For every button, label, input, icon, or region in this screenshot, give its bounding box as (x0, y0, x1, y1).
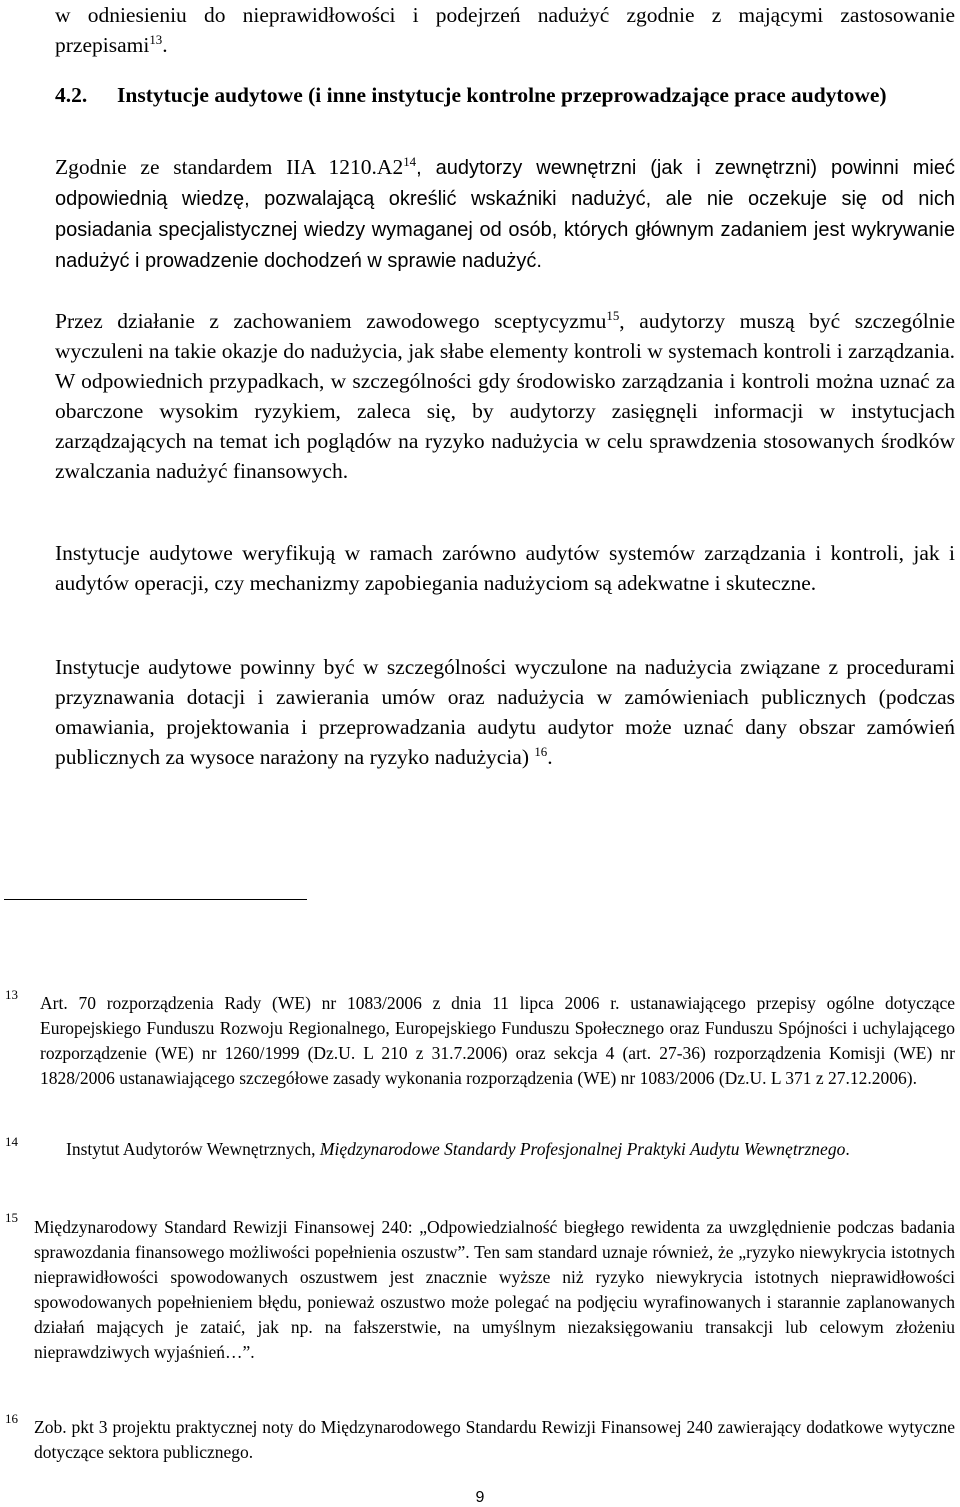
footnote-15 (34, 1215, 955, 1365)
paragraph-standard-rest: , audytorzy wewnętrzni (jak i zewnętrzni) powinni mieć odpowiednią wiedzę, pozwalającą określić wskaźniki nadużyć, ale nie oczekuje się od nich posiadania specjalistycznej wiedzy wymaganej od osób, których głównym zadaniem jest wykrywanie nadużyć i prowadzenie dochodzeń w sprawie nadużyć. (55, 157, 955, 272)
paragraph-skepticism (55, 306, 955, 486)
footnote-14-tail: . (845, 1139, 850, 1159)
footnote-13 (40, 991, 955, 1091)
paragraph-intro-text: w odniesieniu do nieprawidłowości i podejrzeń nadużyć zgodnie z mającymi zastosowanie przepisami (55, 3, 955, 57)
section-title: Instytucje audytowe (i inne instytucje kontrolne przeprowadzające prace audytowe) (117, 83, 887, 107)
footnote-ref-13[interactable]: 13 (149, 32, 163, 47)
paragraph-verify-text: Instytucje audytowe weryfikują w ramach zarówno audytów systemów zarządzania i kontroli, jak i audytów operacji, czy mechanizmy zapobiegania nadużyciom są adekwatne i skuteczne. (55, 541, 955, 595)
footnote-number-13: 13 (5, 987, 18, 1002)
footnote-ref-16[interactable]: 16 (534, 744, 548, 759)
footnote-16-text: Zob. pkt 3 projektu praktycznej noty do Międzynarodowego Standardu Rewizji Finansowej 240 zawierający dodatkowe wytyczne dotyczące sektora publicznego. (34, 1417, 955, 1462)
paragraph-skepticism-lead: Przez działanie z zachowaniem zawodowego sceptycyzmu (55, 309, 607, 333)
section-number: 4.2. (55, 83, 88, 107)
footnote-number-15: 15 (5, 1210, 18, 1225)
paragraph-intro (55, 0, 955, 60)
footnote-ref-15[interactable]: 15 (606, 308, 620, 323)
paragraph-intro-tail: . (162, 33, 168, 57)
footnote-15-text: Międzynarodowy Standard Rewizji Finansowej 240: „Odpowiedzialność biegłego rewidenta za uwzględnienie podczas badania sprawozdania finansowego możliwości popełnienia oszustw”. Ten sam standard uznaje również, że „ryzyko niewykrycia istotnych nieprawidłowości spowodowanych oszustwem jest znacznie wyższe niż ryzyko niewykrycia istotnych nieprawidłowości spowodowanych popełnieniem błędu, ponieważ oszustwo może polegać na podjęciu wyrafinowanych i starannie zaplanowanych działań mających je zataić, jak np. na fałszerstwie, na umyślnym niezaksięgowaniu transakcji lub celowym złożeniu nieprawdziwych wyjaśnień…”. (34, 1217, 955, 1362)
paragraph-skepticism-rest: , audytorzy muszą być szczególnie wyczuleni na takie okazje do nadużycia, jak słabe elementy kontroli w systemach kontroli i zarządzania. W odpowiednich przypadkach, w szczególności gdy środowisko zarządzania i kontroli można uznać za obarczone wysokim ryzykiem, zaleca się, by audytorzy zasięgnęli informacji w instytucjach zarządzających na temat ich poglądów na ryzyko nadużycia w celu sprawdzenia stosowanych środków zwalczania nadużyć finansowych. (55, 309, 955, 483)
paragraph-verify (55, 538, 955, 598)
footnote-14 (40, 1137, 955, 1162)
footnote-13-text: Art. 70 rozporządzenia Rady (WE) nr 1083/2006 z dnia 11 lipca 2006 r. ustanawiającego przepisy ogólne dotyczące Europejskiego Funduszu Rozwoju Regionalnego, Europejskiego Funduszu Społecznego oraz Funduszu Spójności i uchylającego rozporządzenie (WE) nr 1260/1999 (Dz.U. L 210 z 31.7.2006) oraz sekcja 4 (art. 27-36) rozporządzenia Komisji (WE) nr 1828/2006 ustanawiającego szczegółowe zasady wykonania rozporządzenia (WE) nr 1083/2006 (Dz.U. L 371 z 27.12.2006). (40, 993, 955, 1088)
footnote-separator (4, 899, 307, 900)
footnote-ref-14[interactable]: 14 (403, 154, 417, 169)
paragraph-grants (55, 652, 955, 772)
paragraph-standard-lead: Zgodnie ze standardem IIA 1210.A2 (55, 155, 404, 179)
page-number: 9 (475, 1489, 485, 1506)
footnote-number-14: 14 (5, 1134, 18, 1149)
section-heading (55, 80, 955, 110)
paragraph-grants-tail: . (547, 745, 553, 769)
footnote-14-title: Międzynarodowe Standardy Profesjonalnej Praktyki Audytu Wewnętrznego (319, 1139, 846, 1159)
footnote-14-text: Instytut Audytorów Wewnętrznych, (66, 1139, 320, 1159)
footnote-number-16: 16 (5, 1411, 18, 1426)
footnote-16 (34, 1415, 955, 1465)
paragraph-grants-text: Instytucje audytowe powinny być w szczególności wyczulone na nadużycia związane z procedurami przyznawania dotacji i zawierania umów oraz nadużycia w zamówieniach publicznych (podczas omawiania, projektowania i przeprowadzania audytu audytor może uznać dany obszar zamówień publicznych za wysoce narażony na ryzyko nadużycia) (55, 655, 955, 769)
paragraph-standard (55, 152, 955, 276)
